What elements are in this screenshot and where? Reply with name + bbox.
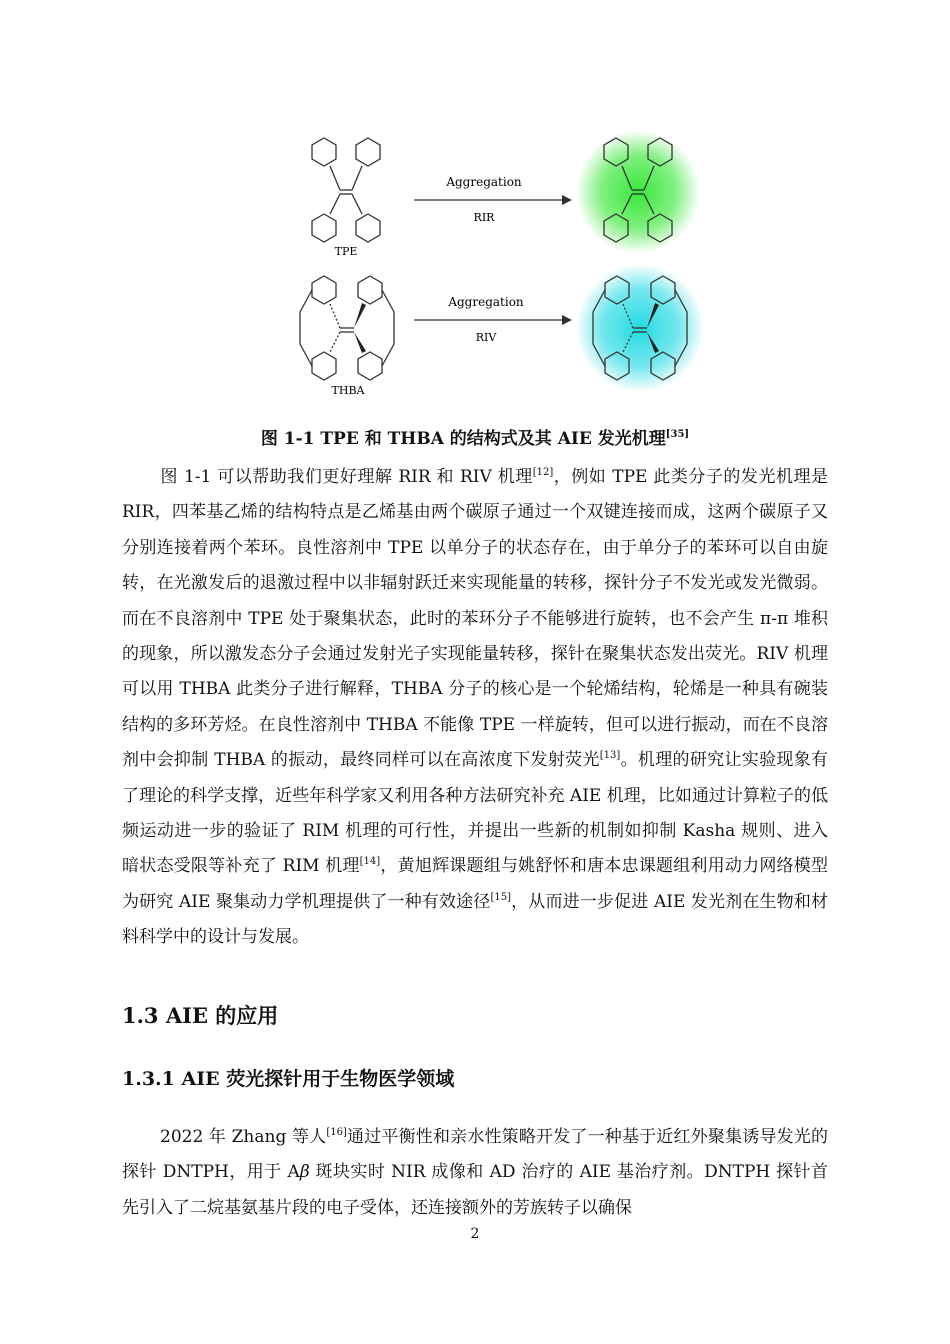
aie-mechanism-figure: [290, 128, 710, 408]
arrow2-head: [562, 315, 572, 325]
beta-symbol: β: [299, 1162, 310, 1183]
p2-text-1: 2022 年 Zhang 等人: [160, 1127, 327, 1147]
p2-text-2: 通过平衡性和亲水性策略开发了一种基于近红外聚集诱导发光的探针 DNTPH，用于 A: [122, 1127, 829, 1183]
p1-text-4: ，黄旭辉课题组与姚舒怀和唐本忠课题组利用动力网络模型为研究 AIE 聚集动力学机理提供了一种有效途径: [122, 856, 828, 912]
citation-13: [13]: [599, 750, 621, 762]
p2-text-3: 斑块实时 NIR 成像和 AD 治疗的 AIE 基治疗剂。DNTPH 探针首先引入了二烷基氨基片段的电子受体，还连接额外的芳族转子以确保: [122, 1162, 828, 1218]
section-heading-1-3: 1.3 AIE 的应用: [122, 1003, 279, 1028]
arrow1-top-label: Aggregation: [446, 175, 522, 189]
p1-text-2: ，例如 TPE 此类分子的发光机理是 RIR，四苯基乙烯的结构特点是乙烯基由两个碳原子通过一个双键连接而成，这两个碳原子又分别连接着两个苯环。良性溶剂中 TPE 以单分子的状态存在，由于单分子的苯环可以自由旋转，在光激发后的退激过程中以非辐射跃迁来实现能量的转移，探针分子不发光或发光微弱。而在不良溶剂中 TPE 处于聚集状态，此时的苯环分子不能够进行旋转，也不会产生 π-π 堆积的现象，所以激发态分子会通过发射光子实现能量转移，探针在聚集状态发出荧光。RIV 机理可以用 THBA 此类分子进行解释，THBA 分子的核心是一个轮烯结构，轮烯是一种具有碗装结构的多环芳烃。在良性溶剂中 THBA 不能像 TPE 一样旋转，但可以进行振动，而在不良溶剂中会抑制 THBA 的振动，最终同样可以在高浓度下发射荧光: [122, 467, 828, 771]
arrow2-top-label: Aggregation: [448, 295, 524, 309]
thba-structure: [300, 276, 394, 380]
figure-caption: [0, 424, 950, 449]
citation-12: [12]: [532, 467, 554, 478]
arrow1-head: [562, 195, 572, 205]
body-paragraph-2: [122, 1120, 828, 1226]
body-paragraph-1: [122, 460, 828, 956]
green-emission-glow: [576, 130, 700, 254]
tpe-structure: [312, 138, 380, 242]
caption-citation: [35]: [665, 429, 690, 440]
arrow2-bottom-label: RIV: [475, 331, 497, 344]
page-number: 2: [470, 1226, 480, 1242]
citation-14: [14]: [359, 856, 381, 868]
subsection-heading-1-3-1: 1.3.1 AIE 荧光探针用于生物医学领域: [122, 1068, 455, 1090]
arrow1-bottom-label: RIR: [473, 211, 495, 224]
p1-text-3: 。机理的研究让实验现象有了理论的科学支撑，近些年科学家又利用各种方法研究补充 AIE 机理，比如通过计算粒子的低频运动进一步的验证了 RIM 机理的可行性，并提出一些新的机制如抑制 Kasha 规则、进入暗状态受限等补充了 RIM 机理: [122, 750, 828, 877]
citation-16: [16]: [326, 1127, 347, 1138]
thba-label: THBA: [331, 384, 365, 397]
tpe-label: TPE: [334, 245, 358, 258]
p1-text-1: 图 1-1 可以帮助我们更好理解 RIR 和 RIV 机理: [160, 467, 533, 487]
p1-text-5: ，从而进一步促进 AIE 发光剂在生物和材料科学中的设计与发展。: [122, 891, 828, 948]
caption-text: 图 1-1 TPE 和 THBA 的结构式及其 AIE 发光机理: [260, 429, 666, 449]
citation-15: [15]: [490, 891, 511, 903]
